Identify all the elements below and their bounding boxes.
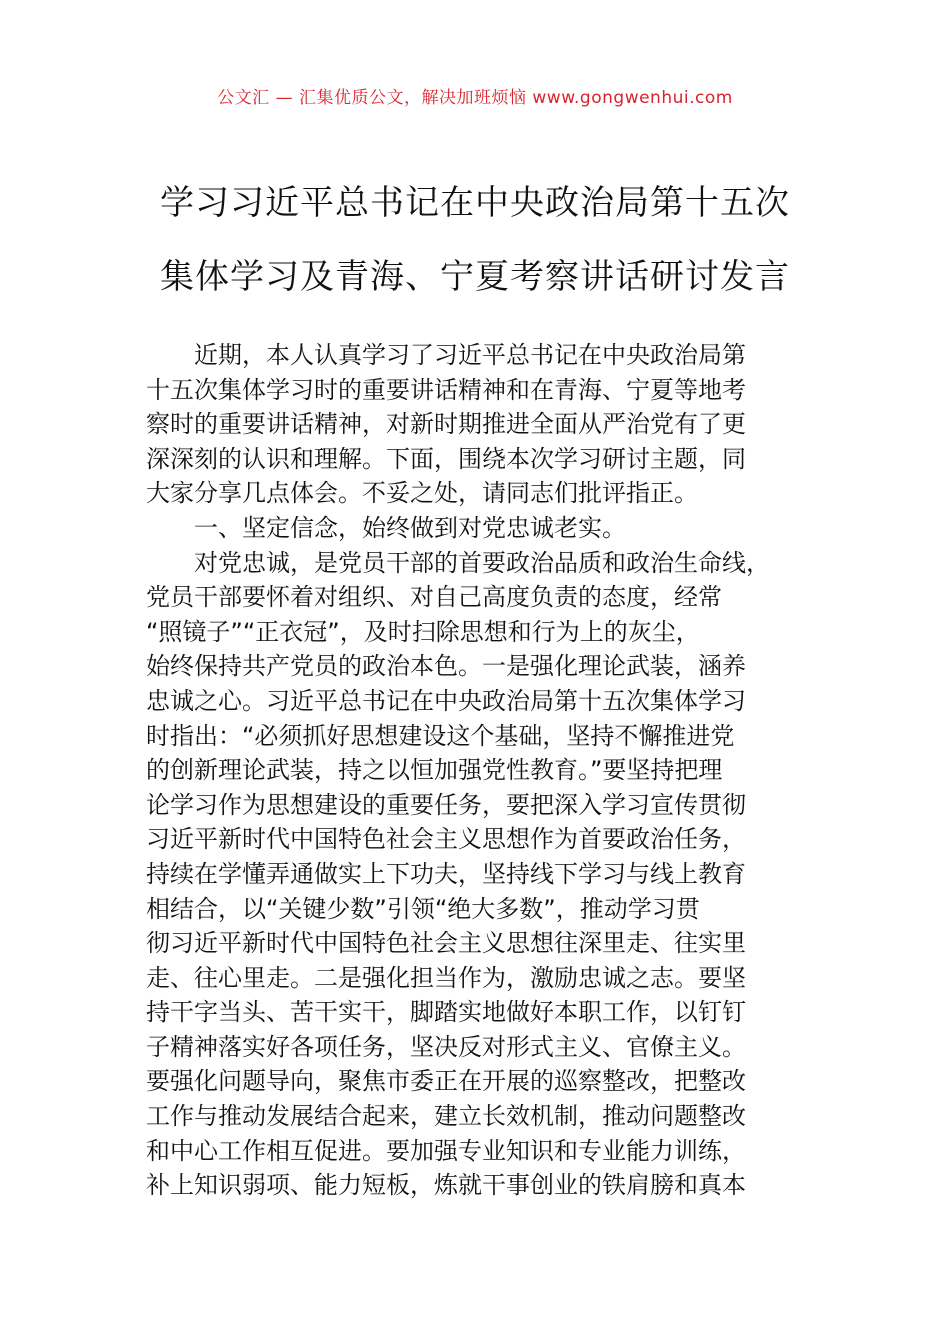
body-line: 走、往心里走。二是强化担当作为，激励忠诚之志。要坚	[146, 963, 746, 992]
title-line-2: 集体学习及青海、宁夏考察讲话研讨发言	[160, 257, 790, 297]
body-line: 的创新理论武装，持之以恒加强党性教育。”要坚持把理	[146, 756, 723, 785]
body-line: “照镜子”“正衣冠”，及时扫除思想和行为上的灰尘，	[146, 617, 700, 646]
body-line: 持干字当头、苦干实干，脚踏实地做好本职工作，以钉钉	[146, 998, 746, 1027]
body-line: 补上知识弱项、能力短板，炼就干事创业的铁肩膀和真本	[146, 1171, 746, 1200]
body-line: 要强化问题导向，聚焦市委正在开展的巡察整改，把整改	[146, 1067, 746, 1096]
body-line: 察时的重要讲话精神，对新时期推进全面从严治党有了更	[146, 410, 746, 439]
body-line: 十五次集体学习时的重要讲话精神和在青海、宁夏等地考	[146, 375, 746, 404]
body-line: 子精神落实好各项任务，坚决反对形式主义、官僚主义。	[146, 1032, 746, 1061]
body-line: 党员干部要怀着对组织、对自己高度负责的态度，经常	[146, 583, 722, 612]
body-line: 和中心工作相互促进。要加强专业知识和专业能力训练，	[146, 1136, 746, 1165]
body-line: 始终保持共产党员的政治本色。一是强化理论武装，涵养	[146, 652, 746, 681]
body-line: 论学习作为思想建设的重要任务，要把深入学习宣传贯彻	[146, 790, 746, 819]
body-line: 习近平新时代中国特色社会主义思想作为首要政治任务，	[146, 825, 746, 854]
document-title	[120, 166, 830, 314]
body-line: 忠诚之心。习近平总书记在中央政治局第十五次集体学习	[146, 686, 746, 715]
body-line: 大家分享几点体会。不妥之处，请同志们批评指正。	[146, 479, 698, 508]
body-line: 工作与推动发展结合起来，建立长效机制，推动问题整改	[146, 1102, 746, 1131]
body-line: 持续在学懂弄通做实上下功夫，坚持线下学习与线上教育	[146, 859, 746, 888]
section-heading: 一、坚定信念，始终做到对党忠诚老实。	[194, 513, 626, 542]
body-line: 深深刻的认识和理解。下面，围绕本次学习研讨主题，同	[146, 444, 746, 473]
body-line: 近期，本人认真学习了习近平总书记在中央政治局第	[194, 341, 746, 369]
body-line: 相结合，以“关键少数”引领“绝大多数”，推动学习贯	[146, 894, 700, 923]
body-line: 彻习近平新时代中国特色社会主义思想往深里走、往实里	[146, 929, 746, 958]
site-banner: 公文汇 — 汇集优质公文，解决加班烦恼 www.gongwenhui.com	[217, 88, 733, 108]
title-line-1: 学习习近平总书记在中央政治局第十五次	[160, 183, 790, 223]
document-body	[146, 338, 806, 1203]
body-line: 时指出：“必须抓好思想建设这个基础，坚持不懈推进党	[146, 721, 735, 750]
body-line: 对党忠诚，是党员干部的首要政治品质和政治生命线，	[194, 548, 770, 577]
